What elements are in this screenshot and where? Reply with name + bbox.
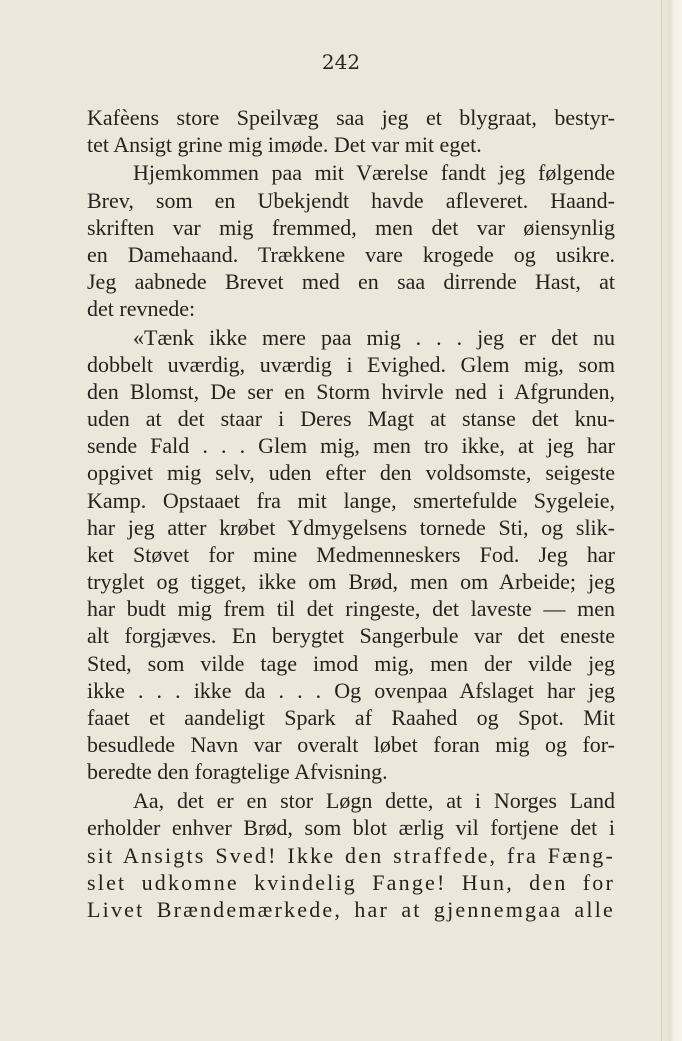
text-line: opgivet mig selv, uden efter den voldsomste, seigeste xyxy=(87,460,615,485)
text-line: tet Ansigt grine mig imøde. Det var mit eget. xyxy=(87,132,482,157)
text-line: Livet Brændemærkede, har at gjennemgaa alle xyxy=(87,897,615,922)
text-line: har budt mig frem til det ringeste, det laveste — men xyxy=(87,596,615,621)
text-line: Sted, som vilde tage imod mig, men der vilde jeg xyxy=(87,651,615,676)
text-line: alt forgjæves. En berygtet Sangerbule var det eneste xyxy=(87,623,615,648)
text-line: slet udkomne kvindelig Fange! Hun, den for xyxy=(87,870,615,895)
text-line: ikke . . . ikke da . . . Og ovenpaa Afslaget har jeg xyxy=(87,678,615,703)
text-line: Kafèens store Speilvæg saa jeg et blygraat, bestyr- xyxy=(87,105,615,130)
text-line: en Damehaand. Trækkene vare krogede og usikre. xyxy=(87,242,615,267)
text-line: besudlede Navn var overalt løbet foran mig og for- xyxy=(87,732,615,757)
text-line: Kamp. Opstaaet fra mit lange, smertefulde Sygeleie, xyxy=(87,488,615,513)
text-line: faaet et aandeligt Spark af Raahed og Spot. Mit xyxy=(87,705,615,730)
text-line: beredte den foragtelige Afvisning. xyxy=(87,759,388,784)
text-line: uden at det staar i Deres Magt at stanse det knu- xyxy=(87,406,615,431)
text-line: Jeg aabnede Brevet med en saa dirrende Hast, at xyxy=(87,269,615,294)
text-line: det revnede: xyxy=(87,296,196,321)
page-edge xyxy=(661,0,682,1041)
text-line: den Blomst, De ser en Storm hvirvle ned i Afgrunden, xyxy=(87,379,615,404)
text-line: Aa, det er en stor Løgn dette, at i Norges Land xyxy=(133,788,615,813)
text-line: ket Støvet for mine Medmenneskers Fod. Jeg har xyxy=(87,542,615,567)
text-line: sende Fald . . . Glem mig, men tro ikke, at jeg har xyxy=(87,433,615,458)
page-number: 242 xyxy=(321,50,361,74)
text-line: dobbelt uværdig, uværdig i Evighed. Glem mig, som xyxy=(87,352,615,377)
text-line: «Tænk ikke mere paa mig . . . jeg er det nu xyxy=(133,325,615,350)
text-line: Brev, som en Ubekjendt havde afleveret. Haand- xyxy=(87,188,615,213)
text-line: erholder enhver Brød, som blot ærlig vil fortjene det i xyxy=(87,815,615,840)
text-line: skriften var mig fremmed, men det var øiensynlig xyxy=(87,215,615,240)
text-line: sit Ansigts Sved! Ikke den straffede, fra Fæng- xyxy=(87,843,615,868)
text-line: tryglet og tigget, ikke om Brød, men om Arbeide; jeg xyxy=(87,569,615,594)
text-line: har jeg atter krøbet Ydmygelsens tornede Sti, og slik- xyxy=(87,515,615,540)
text-line: Hjemkommen paa mit Værelse fandt jeg følgende xyxy=(133,160,615,185)
